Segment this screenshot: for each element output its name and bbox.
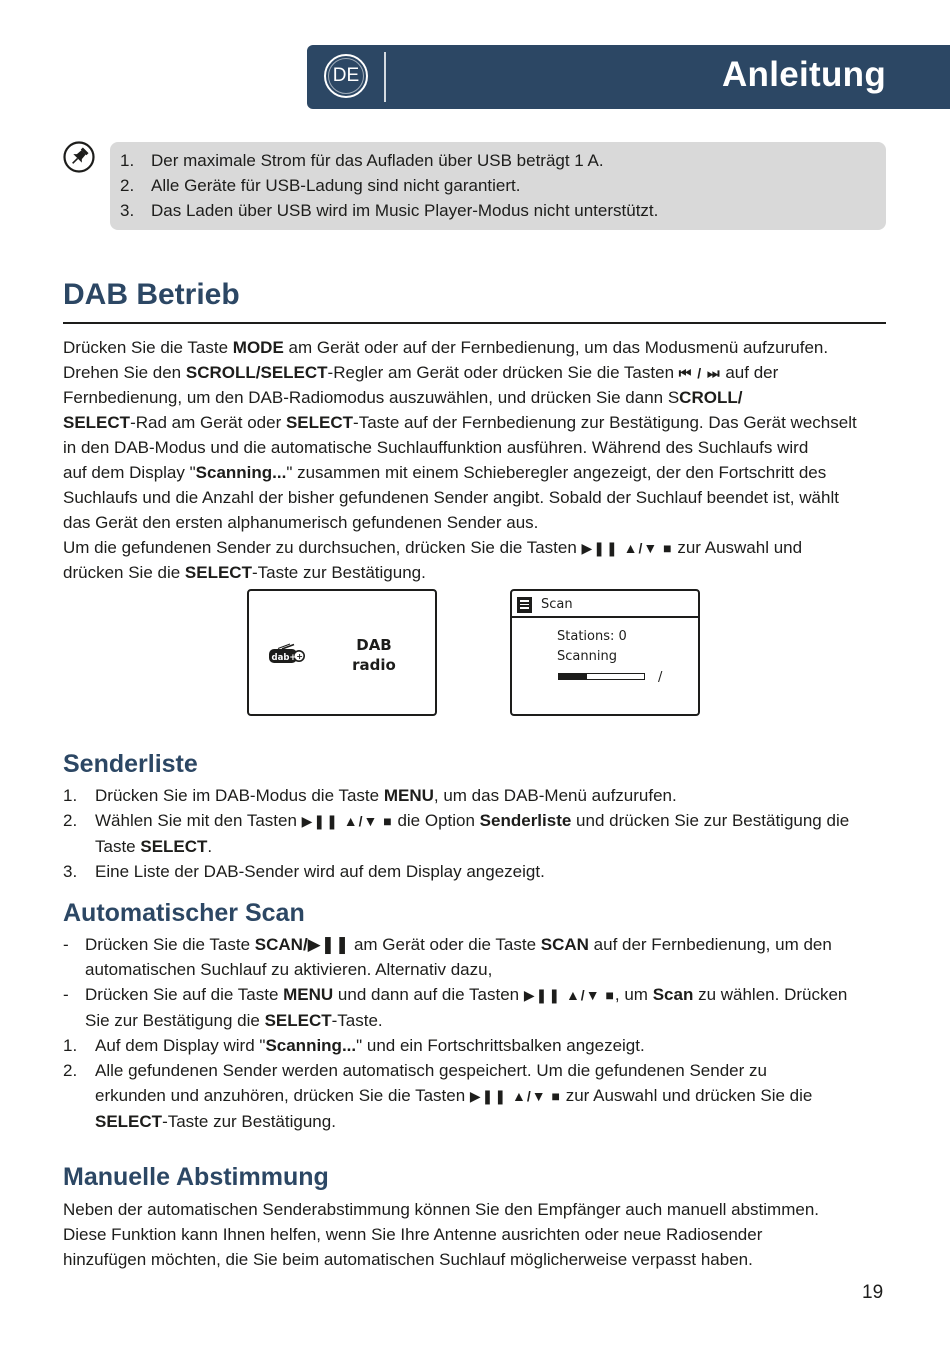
paragraph-line: hinzufügen möchten, die Sie beim automatischen Suchlauf möglicherweise verpasst haben. <box>63 1250 753 1269</box>
header-band <box>307 45 950 109</box>
page-title: Anleitung <box>721 55 886 94</box>
list-item-continuation: Taste SELECT. <box>95 837 213 856</box>
list-item-continuation: SELECT-Taste zur Bestätigung. <box>95 1112 336 1131</box>
note-list <box>120 148 658 223</box>
list-item-continuation: Sie zur Bestätigung die SELECT-Taste. <box>85 1011 383 1030</box>
list-item: 2. Wählen Sie mit den Tasten ▶❚❚ ▲/▼ ■ die Option Senderliste und drücken Sie zur Bestätigung die <box>63 811 850 830</box>
list-item: 2. Alle gefundenen Sender werden automatisch gespeichert. Um die gefundenen Sender zu <box>63 1061 767 1080</box>
scan-header <box>512 591 698 618</box>
display-dab-radio <box>247 589 437 716</box>
paragraph-line: das Gerät den ersten alphanumerisch gefundenen Sender aus. <box>63 513 539 532</box>
scan-progress-fill <box>559 674 587 679</box>
section-title-dab: DAB Betrieb <box>63 278 240 311</box>
section-title-manual: Manuelle Abstimmung <box>63 1163 329 1191</box>
scan-spinner: / <box>658 670 663 685</box>
note-box <box>110 142 886 230</box>
dab-radio-label: DAB radio <box>352 636 396 674</box>
paragraph-line: in den DAB-Modus und die automatische Suchlauffunktion ausführen. Während des Suchlaufs wird <box>63 438 809 457</box>
paragraph-line: auf dem Display "Scanning..." zusammen mit einem Schieberegler angezeigt, der den Fortschritt des <box>63 463 827 482</box>
list-item: 1. Auf dem Display wird "Scanning..." und ein Fortschrittsbalken angezeigt. <box>63 1036 645 1055</box>
list-icon <box>517 597 532 613</box>
list-item: - Drücken Sie die Taste SCAN/▶❚❚ am Gerät oder die Taste SCAN auf der Fernbedienung, um den <box>63 935 832 954</box>
scanning-status: Scanning <box>557 649 617 664</box>
dab-plus-logo <box>268 643 306 667</box>
stations-count: Stations: 0 <box>557 629 627 644</box>
scan-progress-bar <box>558 673 645 680</box>
section-title-senderliste: Senderliste <box>63 750 198 778</box>
paragraph-line: Drücken Sie die Taste MODE am Gerät oder auf der Fernbedienung, um das Modusmenü aufzurufen. <box>63 338 829 357</box>
note-item: 1. Der maximale Strom für das Aufladen über USB beträgt 1 A. <box>120 151 604 170</box>
note-item: 2. Alle Geräte für USB-Ladung sind nicht garantiert. <box>120 176 521 195</box>
paragraph-line: Drehen Sie den SCROLL/SELECT-Regler am Gerät oder drücken Sie die Tasten ⏮ / ⏭ auf der <box>63 363 779 382</box>
paragraph-line: Um die gefundenen Sender zu durchsuchen, drücken Sie die Tasten ▶❚❚ ▲/▼ ■ zur Auswahl und <box>63 538 803 557</box>
svg-text:+: + <box>296 652 304 662</box>
paragraph-line: SELECT-Rad am Gerät oder SELECT-Taste auf der Fernbedienung zur Bestätigung. Das Gerät wechselt <box>63 413 857 432</box>
section-title-autoscan: Automatischer Scan <box>63 899 305 927</box>
nav-buttons-symbol: ▶❚❚ ▲/▼ ■ <box>581 540 673 556</box>
scan-title: Scan <box>541 597 573 612</box>
header-divider <box>384 52 386 102</box>
senderliste-list <box>63 783 849 884</box>
paragraph-line: Suchlaufs und die Anzahl der bisher gefundenen Sender angibt. Sobald der Suchlauf beendet ist, wählt <box>63 488 839 507</box>
paragraph-line: Fernbedienung, um den DAB-Radiomodus auszuwählen, und drücken Sie dann SCROLL/ <box>63 388 743 407</box>
list-item: 1. Drücken Sie im DAB-Modus die Taste MENU, um das DAB-Menü aufzurufen. <box>63 786 677 805</box>
list-item-continuation: erkunden und anzuhören, drücken Sie die Tasten ▶❚❚ ▲/▼ ■ zur Auswahl und drücken Sie die <box>95 1086 813 1105</box>
section-rule <box>63 322 886 324</box>
display-scan <box>510 589 700 716</box>
autoscan-list <box>63 932 847 1134</box>
pin-icon <box>63 141 95 173</box>
dab-logo-text: dab+ <box>271 653 297 663</box>
list-item-continuation: automatischen Suchlauf zu aktivieren. Alternativ dazu, <box>85 960 493 979</box>
paragraph-line: drücken Sie die SELECT-Taste zur Bestätigung. <box>63 563 426 582</box>
note-item: 3. Das Laden über USB wird im Music Player-Modus nicht unterstützt. <box>120 201 659 220</box>
paragraph-line: Diese Funktion kann Ihnen helfen, wenn Sie Ihre Antenne ausrichten oder neue Radiosender <box>63 1225 763 1244</box>
paragraph-line: Neben der automatischen Senderabstimmung können Sie den Empfänger auch manuell abstimmen. <box>63 1200 820 1219</box>
page-number: 19 <box>862 1282 884 1303</box>
list-item: - Drücken Sie auf die Taste MENU und dann auf die Tasten ▶❚❚ ▲/▼ ■, um Scan zu wählen. Drücken <box>63 985 848 1004</box>
list-item: 3. Eine Liste der DAB-Sender wird auf dem Display angezeigt. <box>63 862 545 881</box>
language-badge: DE <box>324 54 368 98</box>
skip-buttons-symbol: ⏮ / ⏭ <box>678 365 721 381</box>
